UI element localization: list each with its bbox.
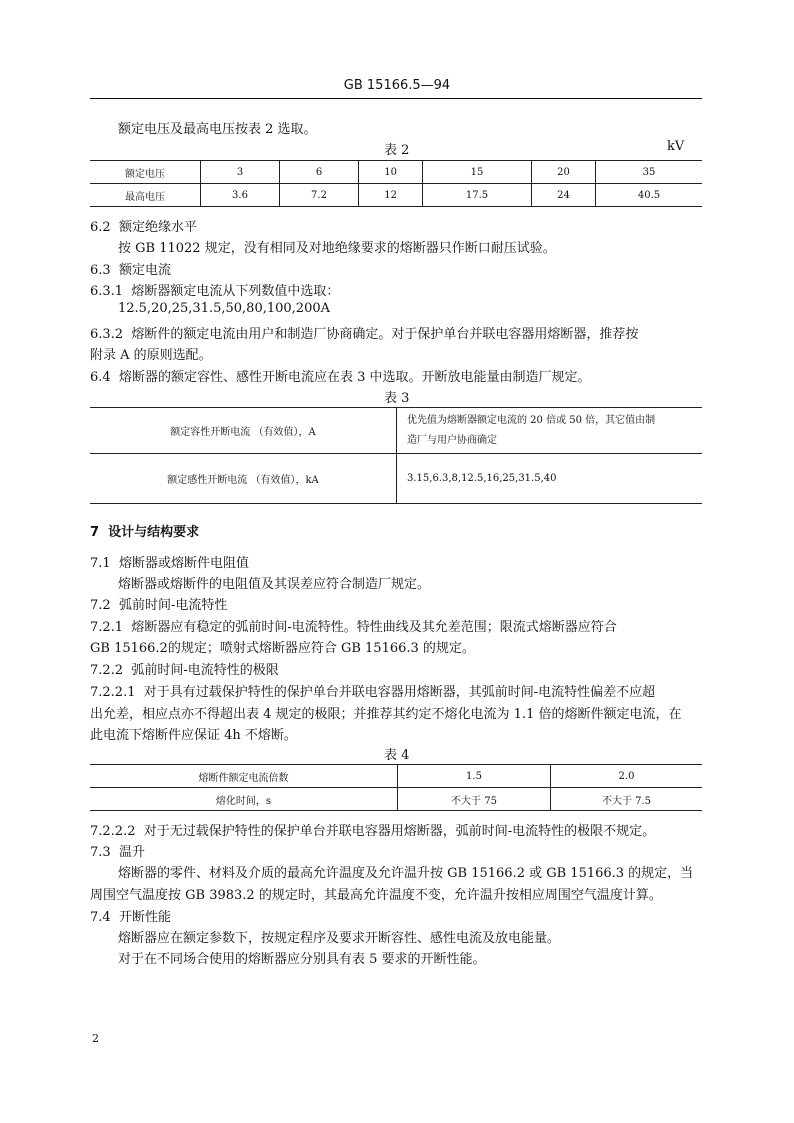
table2-cell: 24 xyxy=(531,184,595,207)
intro-text: 额定电压及最高电压按表 2 选取。 xyxy=(118,122,317,137)
table2-cell: 35 xyxy=(596,161,702,184)
paragraph-text: 对于无过载保护特性的保护单台并联电容器用熔断器，弧前时间-电流特性的极限不规定。 xyxy=(143,824,656,839)
table2-cell: 20 xyxy=(531,161,595,184)
table2-row xyxy=(90,184,702,207)
header-rule xyxy=(90,98,702,99)
table3-cell-line: 优先值为熔断器额定电流的 20 倍或 50 倍，其它值由制 xyxy=(407,414,656,426)
paragraph xyxy=(90,323,638,342)
section-title: 额定电流 xyxy=(118,263,171,278)
table2-cell: 3.6 xyxy=(201,184,280,207)
paragraph-text: 熔断件的额定电流由用户和制造厂协商确定。对于保护单台并联电容器用熔断器，推荐按 xyxy=(131,327,639,342)
document-code: GB 15166.5—94 xyxy=(343,78,451,93)
section-title: 弧前时间-电流特性 xyxy=(118,598,228,613)
table4-row xyxy=(90,788,702,811)
table2-cell: 17.5 xyxy=(423,184,532,207)
paragraph xyxy=(90,280,339,299)
section-heading xyxy=(90,552,249,571)
paragraph-text: 周围空气温度按 GB 3983.2 的规定时，其最高允许温度不变，允许温升按相应周围空气温度计算。 xyxy=(90,888,662,903)
section-number: 7.2.2.2 xyxy=(90,824,136,839)
paragraph-text: 熔断器的额定容性、感性开断电流应在表 3 中选取。开断放电能量由制造厂规定。 xyxy=(118,370,591,385)
table2-cell: 最高电压 xyxy=(90,184,201,207)
table3-cell-line: 造厂与用户协商确定 xyxy=(407,434,497,446)
section-number: 6.3 xyxy=(90,263,111,278)
section-number: 7 xyxy=(90,525,100,540)
paragraph-text: 附录 A 的原则选配。 xyxy=(90,348,212,363)
paragraph-text: 对于在不同场合使用的熔断器应分别具有表 5 要求的开断性能。 xyxy=(118,952,486,967)
table2-cell: 额定电压 xyxy=(90,161,201,184)
paragraph-text: GB 15166.2的规定；喷射式熔断器应符合 GB 15166.3 的规定。 xyxy=(90,641,475,656)
paragraph-text: 出允差，相应点亦不得超出表 4 规定的极限；并推荐其约定不熔化电流为 1.1 倍的熔断件额定电流，在 xyxy=(90,707,682,722)
section-title: 额定绝缘水平 xyxy=(118,220,197,235)
table4-cell: 2.0 xyxy=(551,765,703,788)
table2-row xyxy=(90,161,702,184)
section-number: 7.1 xyxy=(90,556,111,571)
paragraph-text: 熔断器应有稳定的弧前时间-电流特性。特性曲线及其允差范围；限流式熔断器应符合 xyxy=(131,620,617,635)
table3-cell: 3.15,6.3,8,12.5,16,25,31.5,40 xyxy=(397,454,703,504)
paragraph xyxy=(90,616,617,635)
paragraph xyxy=(90,366,591,385)
current-values: 12.5,20,25,31.5,50,80,100,200A xyxy=(118,301,330,316)
section-heading xyxy=(90,216,197,235)
paragraph: 熔断器或熔断件的电阻值及其误差应符合制造厂规定。 xyxy=(118,577,431,592)
section-title: 设计与结构要求 xyxy=(108,525,200,540)
section-number: 6.3.1 xyxy=(90,284,124,299)
paragraph: 按 GB 11022 规定，没有相同及对地绝缘要求的熔断器只作断口耐压试验。 xyxy=(118,241,556,256)
section-heading xyxy=(90,906,171,925)
section-number: 7.2 xyxy=(90,598,111,613)
table2-cell: 3 xyxy=(201,161,280,184)
section-heading xyxy=(90,659,279,678)
table4-cell: 熔断件额定电流倍数 xyxy=(90,765,398,788)
paragraph-text: 此电流下熔断件应保证 4h 不熔断。 xyxy=(90,728,297,743)
page-number: 2 xyxy=(92,1032,99,1045)
table3-caption: 表 3 xyxy=(384,391,410,406)
table2-cell: 10 xyxy=(359,161,423,184)
table4-caption: 表 4 xyxy=(384,748,410,763)
section-number: 7.4 xyxy=(90,910,111,925)
section-title: 温升 xyxy=(118,845,145,860)
table2 xyxy=(90,160,702,207)
table3-cell xyxy=(397,408,703,454)
table3-row xyxy=(90,408,702,454)
section-title: 熔断器或熔断件电阻值 xyxy=(118,556,249,571)
section-number: 7.2.1 xyxy=(90,620,124,635)
table3-cell: 额定容性开断电流 （有效值），A xyxy=(90,408,397,454)
table2-cell: 12 xyxy=(359,184,423,207)
section-number: 6.2 xyxy=(90,220,111,235)
section-number: 6.4 xyxy=(90,370,111,385)
paragraph-text: 熔断器额定电流从下列数值中选取： xyxy=(131,284,340,299)
table4-cell: 1.5 xyxy=(398,765,551,788)
section-number: 7.2.2 xyxy=(90,663,124,678)
paragraph xyxy=(90,681,655,700)
paragraph xyxy=(90,820,655,839)
chapter-heading xyxy=(90,521,199,540)
section-heading xyxy=(90,841,145,860)
section-title: 开断性能 xyxy=(118,910,171,925)
table3-cell: 额定感性开断电流 （有效值），kA xyxy=(90,454,397,504)
table4-cell: 熔化时间，s xyxy=(90,788,398,811)
table4 xyxy=(90,764,702,811)
section-title: 弧前时间-电流特性的极限 xyxy=(131,663,279,678)
table2-cell: 40.5 xyxy=(596,184,702,207)
section-heading xyxy=(90,259,171,278)
section-number: 7.2.2.1 xyxy=(90,685,136,700)
table2-cell: 7.2 xyxy=(280,184,359,207)
paragraph-text: 对于具有过载保护特性的保护单台并联电容器用熔断器，其弧前时间-电流特性偏差不应超 xyxy=(143,685,656,700)
table3-row xyxy=(90,454,702,504)
table2-cell: 15 xyxy=(423,161,532,184)
table2-unit: kV xyxy=(667,139,685,154)
section-number: 7.3 xyxy=(90,845,111,860)
paragraph-text: 熔断器应在额定参数下，按规定程序及要求开断容性、感性电流及放电能量。 xyxy=(118,931,561,946)
table3 xyxy=(90,407,702,504)
table4-row xyxy=(90,765,702,788)
table2-cell: 6 xyxy=(280,161,359,184)
table2-caption: 表 2 xyxy=(384,143,410,158)
table4-cell: 不大于 75 xyxy=(398,788,551,811)
table4-cell: 不大于 7.5 xyxy=(551,788,703,811)
section-heading xyxy=(90,594,227,613)
paragraph-text: 熔断器的零件、材料及介质的最高允许温度及允许温升按 GB 15166.2 或 GB 15166.3 的规定，当 xyxy=(118,866,694,881)
section-number: 6.3.2 xyxy=(90,327,124,342)
